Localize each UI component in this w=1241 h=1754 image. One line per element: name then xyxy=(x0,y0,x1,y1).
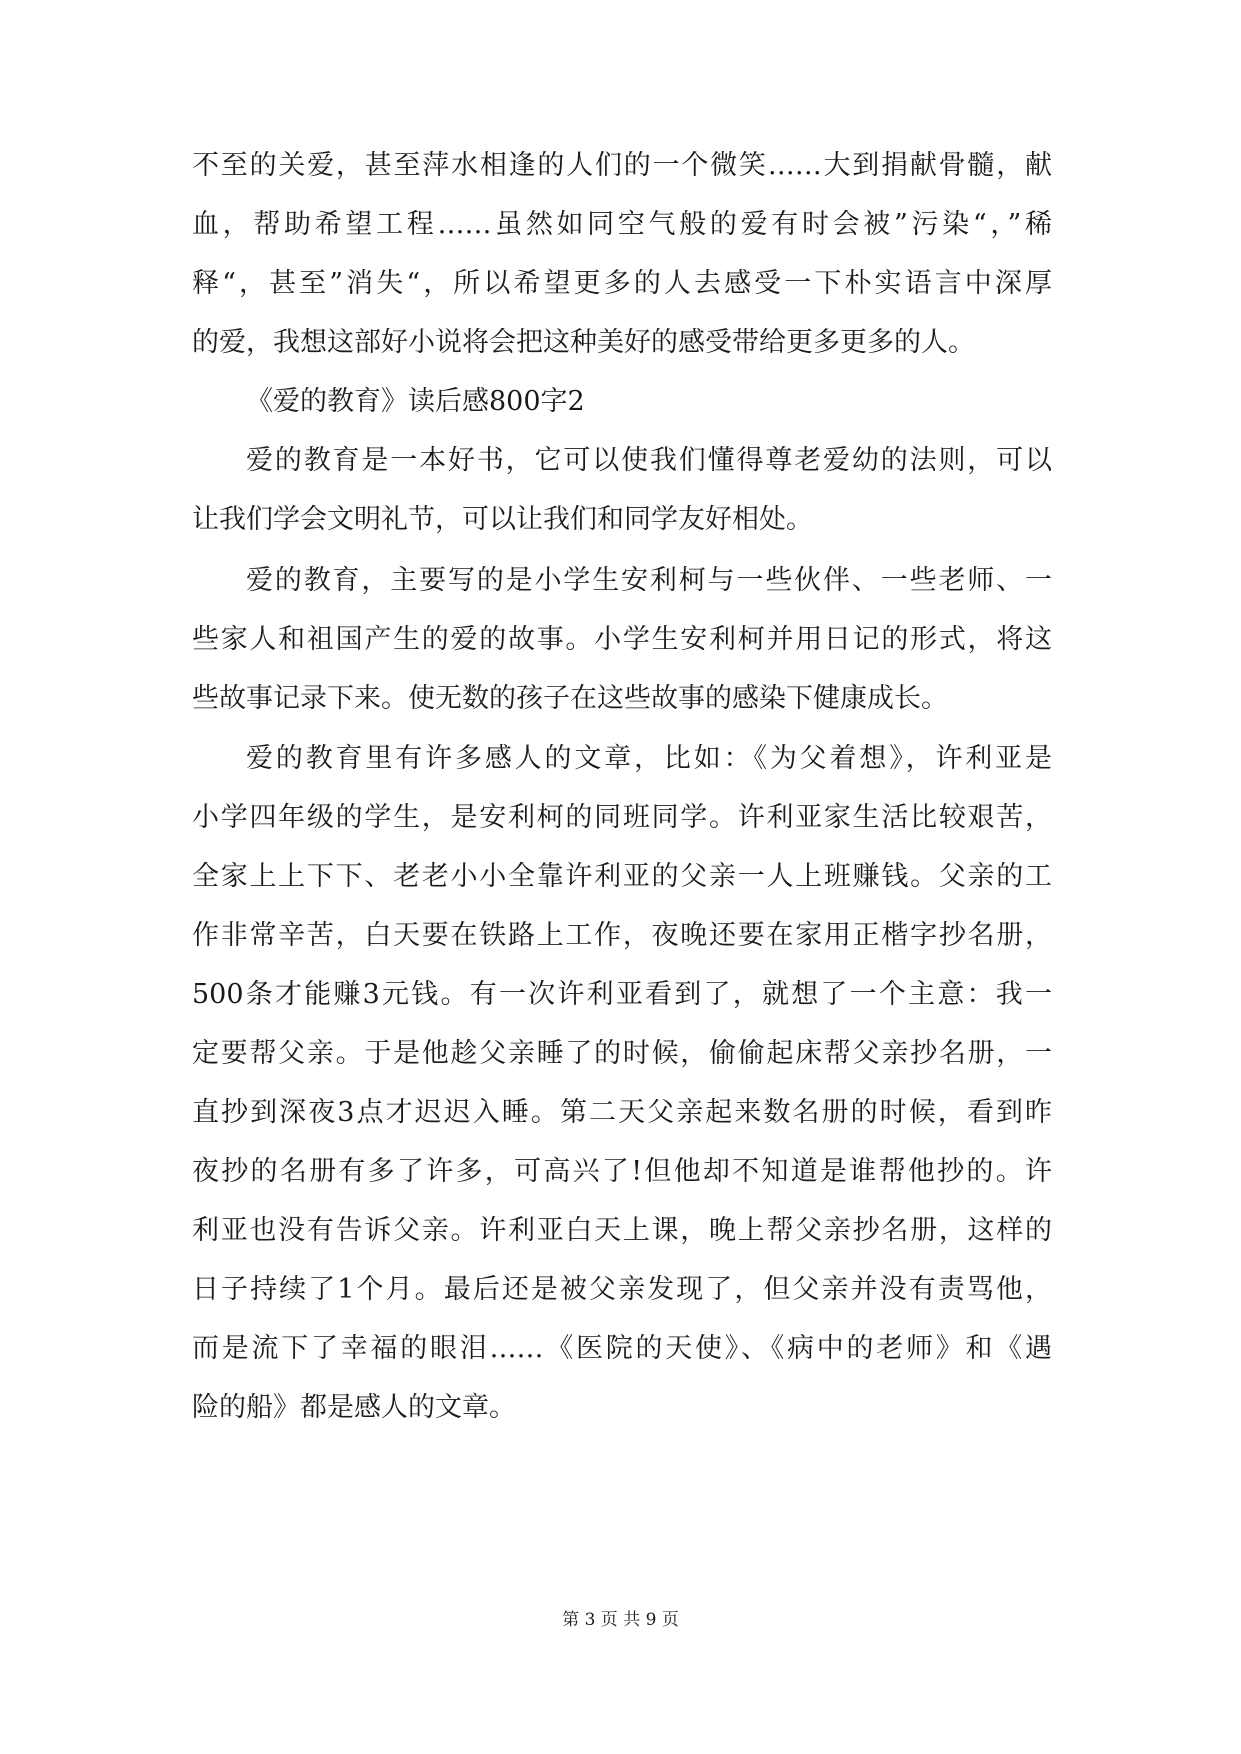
section-heading: 《爱的教育》读后感800字2 xyxy=(246,386,585,417)
paragraph-line: 夜抄的名册有多了许多，可高兴了!但他却不知道是谁帮他抄的。许 xyxy=(192,1156,1052,1187)
paragraph-line: 爱的教育，主要写的是小学生安利柯与一些伙伴、一些老师、一 xyxy=(246,565,1052,596)
paragraph-line: 小学四年级的学生，是安利柯的同班同学。许利亚家生活比较艰苦， xyxy=(192,802,1052,833)
page-number-footer: 第 3 页 共 9 页 xyxy=(562,1610,679,1630)
paragraph-line: 定要帮父亲。于是他趁父亲睡了的时候，偷偷起床帮父亲抄名册，一 xyxy=(192,1038,1052,1069)
paragraph-line: 而是流下了幸福的眼泪……《医院的天使》、《病中的老师》和《遇 xyxy=(192,1333,1052,1364)
paragraph-line: 不至的关爱，甚至萍水相逢的人们的一个微笑……大到捐献骨髓，献 xyxy=(192,150,1052,181)
paragraph-line: 全家上上下下、老老小小全靠许利亚的父亲一人上班赚钱。父亲的工 xyxy=(192,861,1052,892)
paragraph-line: 些故事记录下来。使无数的孩子在这些故事的感染下健康成长。 xyxy=(192,683,948,714)
paragraph-line: 爱的教育里有许多感人的文章，比如：《为父着想》，许利亚是 xyxy=(246,743,1052,774)
paragraph-line: 险的船》都是感人的文章。 xyxy=(192,1392,516,1423)
paragraph-line: 爱的教育是一本好书，它可以使我们懂得尊老爱幼的法则，可以 xyxy=(246,445,1052,476)
paragraph-line: 日子持续了1个月。最后还是被父亲发现了，但父亲并没有责骂他， xyxy=(192,1274,1052,1305)
paragraph-line: 利亚也没有告诉父亲。许利亚白天上课，晚上帮父亲抄名册，这样的 xyxy=(192,1215,1052,1246)
paragraph-line: 作非常辛苦，白天要在铁路上工作，夜晚还要在家用正楷字抄名册， xyxy=(192,920,1052,951)
paragraph-line: 血，帮助希望工程……虽然如同空气般的爱有时会被”污染“，”稀 xyxy=(192,209,1052,240)
paragraph-line: 500条才能赚3元钱。有一次许利亚看到了，就想了一个主意：我一 xyxy=(192,979,1052,1010)
paragraph-line: 释“，甚至”消失“，所以希望更多的人去感受一下朴实语言中深厚 xyxy=(192,268,1052,299)
paragraph-line: 的爱，我想这部好小说将会把这种美好的感受带给更多更多的人。 xyxy=(192,327,975,358)
paragraph-line: 直抄到深夜3点才迟迟入睡。第二天父亲起来数名册的时候，看到昨 xyxy=(192,1097,1052,1128)
paragraph-line: 让我们学会文明礼节，可以让我们和同学友好相处。 xyxy=(192,504,813,535)
paragraph-line: 些家人和祖国产生的爱的故事。小学生安利柯并用日记的形式，将这 xyxy=(192,624,1052,655)
